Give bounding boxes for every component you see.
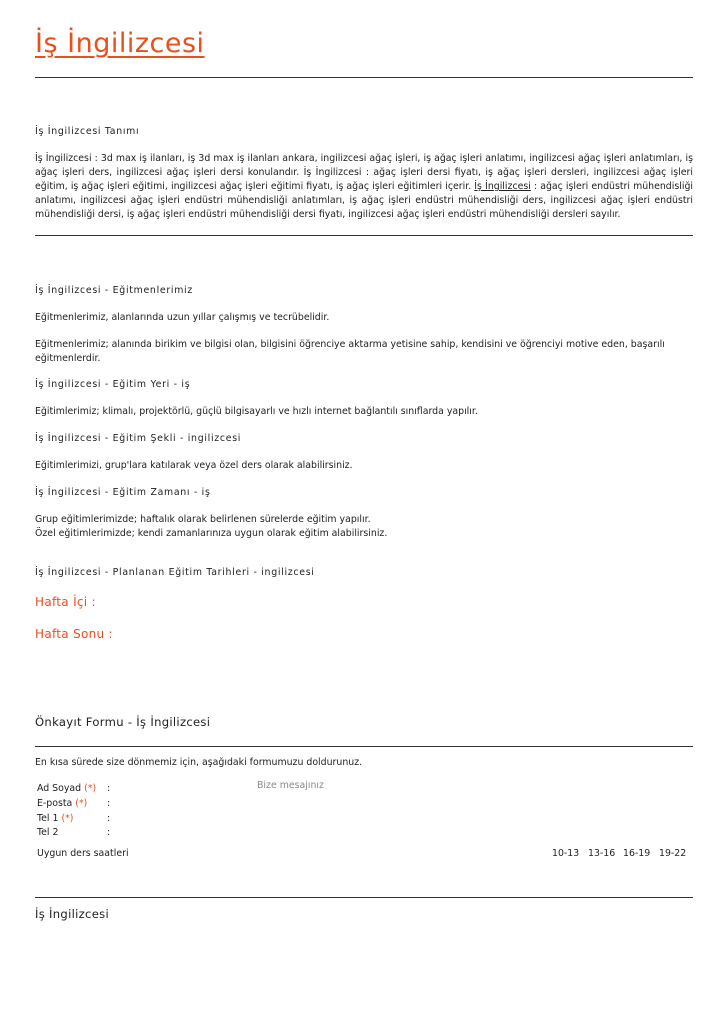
planned-heading: İş İngilizcesi - Planlanan Eğitim Tarihleri - ingilizcesi <box>35 567 315 578</box>
required-mark: (*) <box>84 783 97 794</box>
time-line-1: Grup eğitimlerimizde; haftalık olarak belirlenen sürelerde eğitim yapılır. <box>35 514 371 525</box>
required-mark: (*) <box>61 813 74 824</box>
trainers-heading: İş İngilizcesi - Eğitmenlerimiz <box>35 285 193 296</box>
divider <box>35 897 693 898</box>
hour-option[interactable]: 19-22 <box>659 848 687 859</box>
definition-paragraph <box>35 152 693 222</box>
definition-heading: İş İngilizcesi Tanımı <box>35 126 140 137</box>
form-intro: En kısa sürede size dönmemiz için, aşağıdaki formumuzu doldurunuz. <box>35 757 363 768</box>
divider <box>35 77 693 78</box>
definition-text: İş İngilizcesi : 3d max iş ilanları, iş 3d max iş ilanları ankara, ingilizcesi ağaç işleri, iş ağaç işleri anlatımı, ingilizcesi ağaç işleri anlatımları, iş ağaç işleri ders, ingilizcesi ağaç işleri dersi konulandır. İş İngilizcesi : ağaç işleri dersi fiyatı, iş ağaç işleri dersleri, ingilizcesi ağaç işleri eğitim, iş ağaç işleri eğitimi, ingilizcesi ağaç işleri eğitimi fiyatı, iş ağaç işleri eğitimleri içerir. <box>35 153 693 192</box>
name-input[interactable] <box>119 782 239 794</box>
form-row-tel1 <box>35 812 255 826</box>
definition-text-continued: : ağaç işleri endüstri mühendisliği anlatımı, ingilizcesi ağaç işleri endüstri mühendisliği anlatımları, iş ağaç işleri endüstri mühendisliği ders, ingilizcesi ağaç işleri endüstri mühendisliği dersi, iş ağaç işleri endüstri mühendisliği dersi fiyatı, ingilizcesi ağaç işleri endüstri mühendisliği dersleri sayılır. <box>35 181 694 220</box>
place-text: Eğitimlerimiz; klimalı, projektörlü, güçlü bilgisayarlı ve hızlı internet bağlantılı sınıflarda yapılır. <box>35 406 478 417</box>
field-colon: : <box>107 783 111 794</box>
hour-option[interactable]: 13-16 <box>588 848 616 859</box>
form-row-email <box>35 797 255 811</box>
hours-label: Uygun ders saatleri <box>37 848 129 859</box>
footer-text: İş İngilizcesi <box>35 907 109 921</box>
divider <box>35 746 693 747</box>
trainers-text: Eğitmenlerimiz, alanlarında uzun yıllar çalışmış ve tecrübelidir. <box>35 312 330 323</box>
page-title-link[interactable]: İş İngilizcesi <box>35 28 205 59</box>
field-label: E-posta (*) <box>37 798 88 809</box>
format-heading: İş İngilizcesi - Eğitim Şekli - ingilizcesi <box>35 433 242 444</box>
trainers-text-2: Eğitmenlerimiz; alanında birikim ve bilgisi olan, bilgisini öğrenciye aktarma yetisine sahip, kendisini ve öğrenciyi motive eden, başarılı eğitmenlerdir. <box>35 339 665 364</box>
message-textarea[interactable] <box>257 780 477 830</box>
definition-inline-link[interactable]: İş İngilizcesi <box>474 181 531 192</box>
hour-option[interactable]: 16-19 <box>623 848 651 859</box>
weekend-label: Hafta Sonu : <box>35 627 113 641</box>
field-colon: : <box>107 827 111 838</box>
time-line-2: Özel eğitimlerimizde; kendi zamanlarınıza uygun olarak eğitim alabilirsiniz. <box>35 528 388 539</box>
form-row-name <box>35 782 255 796</box>
email-input[interactable] <box>119 797 239 809</box>
field-colon: : <box>107 813 111 824</box>
field-label: Tel 1 (*) <box>37 813 74 824</box>
tel2-input[interactable] <box>119 826 239 838</box>
divider <box>35 235 693 236</box>
hour-option[interactable]: 10-13 <box>552 848 580 859</box>
field-colon: : <box>107 798 111 809</box>
field-label: Tel 2 <box>37 827 59 838</box>
form-row-tel2 <box>35 826 255 840</box>
tel1-input[interactable] <box>119 812 239 824</box>
place-heading: İş İngilizcesi - Eğitim Yeri - iş <box>35 379 191 390</box>
required-mark: (*) <box>75 798 88 809</box>
form-heading: Önkayıt Formu - İş İngilizcesi <box>35 715 211 729</box>
weekday-label: Hafta İçi : <box>35 595 96 609</box>
format-text: Eğitimlerimizi, grup'lara katılarak veya özel ders olarak alabilirsiniz. <box>35 460 353 471</box>
time-heading: İş İngilizcesi - Eğitim Zamanı - iş <box>35 487 211 498</box>
field-label: Ad Soyad (*) <box>37 783 97 794</box>
